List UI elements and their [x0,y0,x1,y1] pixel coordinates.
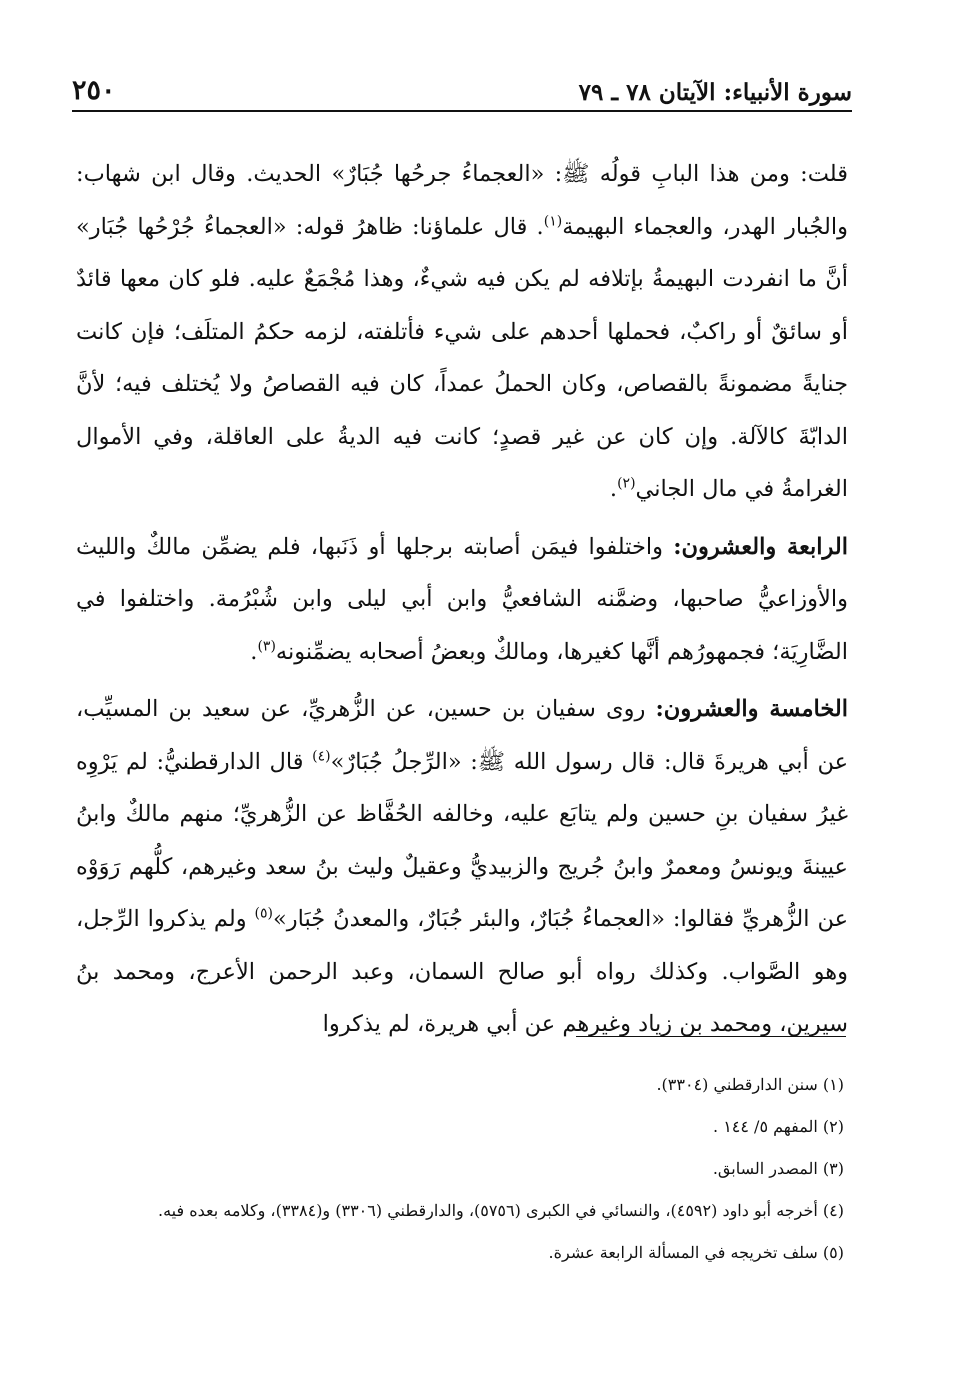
paragraph-text: . قال علماؤنا: ظاهرُ قوله: «العجماءُ جُرْحُها جُبَار» أنَّ ما انفردت البهيمةُ بإتلافه لم يكن فيه شيءٌ، وهذا مُجْمَعٌ عليه. فلو كان معها قائدٌ أو سائقٌ أو راكبٌ، فحملها أحدهم على شيء فأتلفته، لزمه حكمُ المتلَف؛ فإن كانت جنايةً مضمونةً بالقصاص، وكان الحملُ عمداً، كان فيه القصاصُ ولا يُختلف فيه؛ لأنَّ الدابّةَ كالآلة. وإن كان عن غير قصدٍ؛ كانت فيه الديةُ على العاقلة، وفي الأموال الغرامةُ في مال الجاني [76,213,848,502]
issue-heading: الخامسة والعشرون: [655,696,849,722]
paragraph-text: قال الدارقطنيُّ: لم يَرْوِه غيرُ سفيان بنِ حسين ولم يتابَع عليه، وخالفه الحُفَّاظ عن الزُّهريِّ؛ منهم مالكٌ وابنُ عيينةَ ويونسُ ومعمرٌ وابنُ جُريج والزبيديُّ وعقيلٌ وليث بنُ سعد وغيرهم، كلُّهم رَوَوْه عن الزُّهريِّ فقالوا: «العجماءُ جُبَارٌ، والبئر جُبَارٌ، والمعدنُ جُبَار» [76,748,848,932]
paragraph-text: روى سفيان بن حسين، عن الزُّهريِّ، عن سعيد بن المسيِّب، عن أبي هريرةَ قال: قال رسول الله ﷺ: «الرِّجلُ جُبَارٌ» [76,696,848,775]
paragraph-text: قلت: ومن هذا البابِ قولُه ﷺ: «العجماءُ جرحُها جُبَارٌ» الحديث. وقال ابن شهاب: والجُبار الهدر، والعجماء البهيمة [76,161,848,240]
footnotes [90,1068,844,1278]
paragraph-text: واختلفوا فيمَن أصابته برجلها أو ذَنَبها، فلم يضمِّن مالكٌ والليث والأوزاعيُّ صاحبها، وضمَّنه الشافعيُّ وابن أبي ليلى وابن شُبْرُمة. واختلفوا في الضَّارِيَة؛ فجمهورُهم أنَّها كغيرها، ومالكٌ وبعضُ أصحابه يضمِّنونه [76,533,848,665]
footnote-2: (٢) المفهم ٥/ ١٤٤ . [713,1117,844,1136]
running-title: سورة الأنبياء: الآيتان ٧٨ ـ ٧٩ [578,79,852,106]
footnote-marker: (٣) [257,638,276,654]
footnote-1: (١) سنن الدارقطني (٣٣٠٤). [656,1075,844,1094]
page-header [72,66,852,112]
footnote-marker: (٤) [312,748,331,764]
page-number: ٢٥٠ [72,75,116,106]
issue-heading: الرابعة والعشرون: [673,533,849,560]
footnote-3: (٣) المصدر السابق. [712,1159,844,1178]
footnote-5: (٥) سلف تخريجه في المسألة الرابعة عشرة. [548,1243,844,1262]
footnote-marker: (١) [543,213,563,229]
paragraph-text: . [250,638,258,665]
paragraph-text: ولم يذكروا الرِّجل، وهو الصَّواب. وكذلك رواه أبو صالح السمان، وعبد الرحمن الأعرج، ومحمد بنُ سيرين، ومحمد بن زياد وغيرهم عن أبي هريرة، لم يذكروا [76,906,848,1037]
paragraph-issue-25 [76,683,848,1051]
main-text [76,148,848,1051]
footnote-4: (٤) أخرجه أبو داود (٤٥٩٢)، والنسائي في الكبرى (٥٧٥٦)، والدارقطني (٣٣٠٦) و(٣٣٨٤)، وكلامه بعده فيه. [158,1201,844,1220]
footnote-marker: (٥) [254,905,273,922]
paragraph-issue-24 [76,521,848,679]
paragraph-commentary [76,148,848,516]
footnote-divider [576,1036,846,1037]
paragraph-text: . [609,476,618,502]
footnote-marker: (٢) [617,475,636,492]
